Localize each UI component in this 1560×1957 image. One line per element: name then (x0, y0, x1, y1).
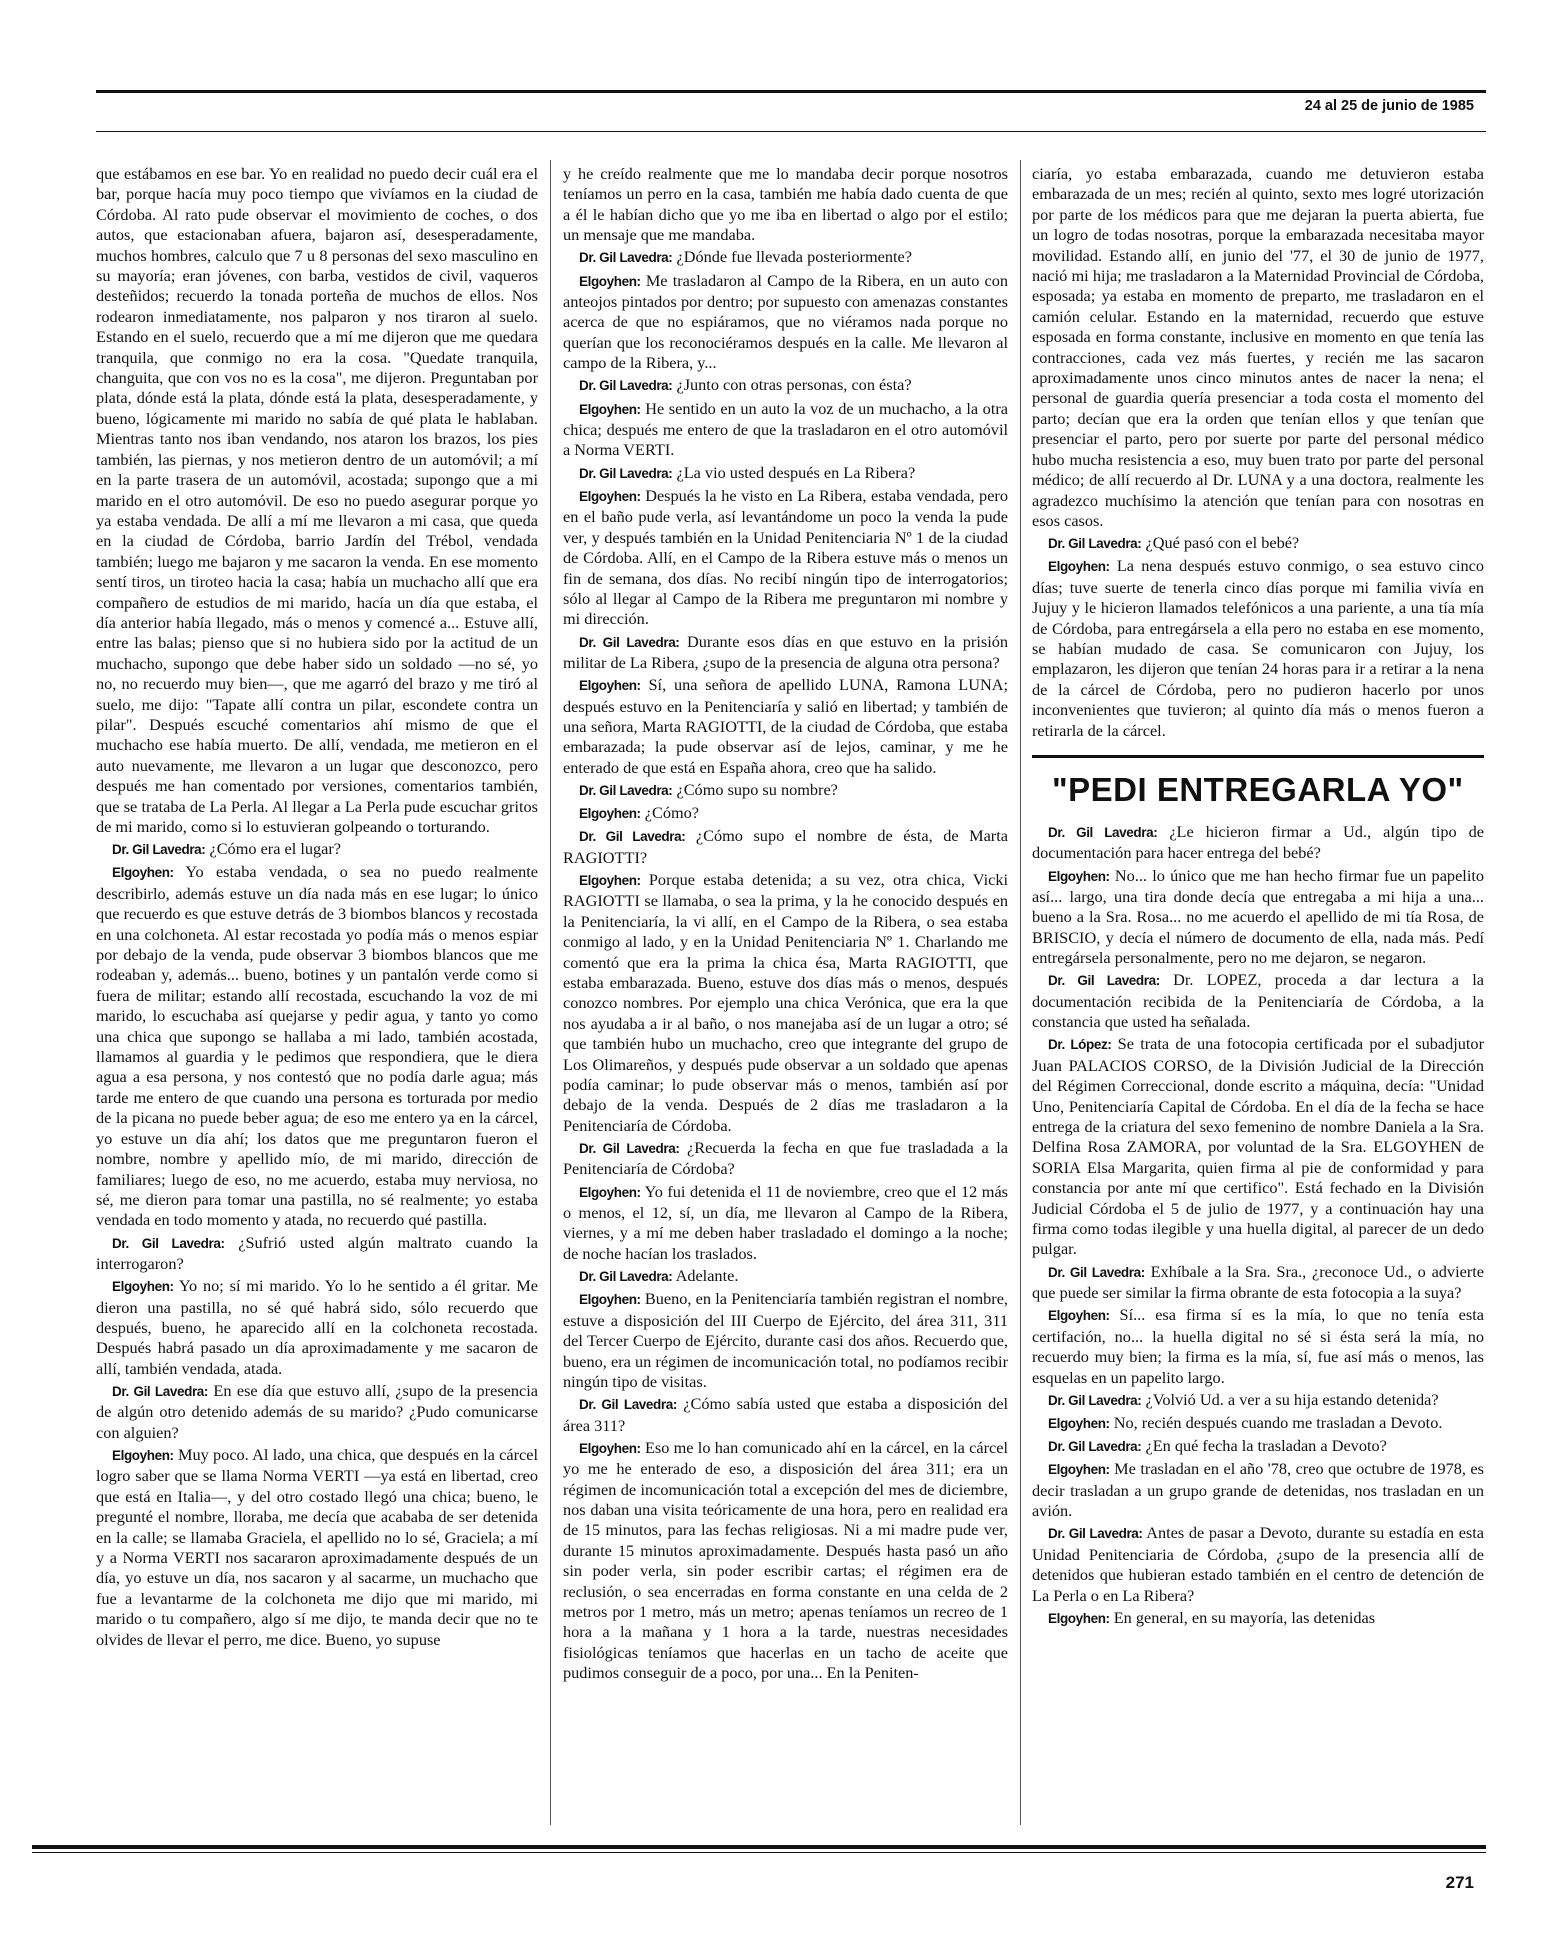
speaker-label: Elgoyhen: (1048, 1415, 1110, 1431)
transcript-text: La nena después estuvo conmigo, o sea estuvo cinco días; tuve suerte de tenerla cinco días porque mi familia vivía en Jujuy y le hicieron llamados telefónicos a una pariente, a una tía mía de Córdoba, para entregársela a ella pero no estaba en ese momento, se habían mudado de casa. Se comunicaron con Jujuy, los emplazaron, les dijeron que tenían 24 horas para ir a retirar a la nena de la cárcel de Córdoba, pero no pudieron hacerlo por unos inconvenientes que tuvieron; al quinto día más o menos fueron a retirarla de la cárcel. (1032, 556, 1484, 740)
transcript-paragraph (1032, 1262, 1484, 1304)
transcript-paragraph (563, 1138, 1008, 1180)
speaker-label: Dr. Gil Lavedra: (579, 782, 673, 798)
transcript-text: No, recién después cuando me trasladan a Devoto. (1113, 1412, 1443, 1432)
transcript-text: Eso me lo han comunicado ahí en la cárcel, en la cárcel yo me he enterado de eso, a disposición del área 311; era un régimen de incomunicación total a excepción del mes de diciembre, nos daban una visita teóricamente de una hora, pero en realidad era de 15 minutos, para las fechas religiosas. Ni a mi madre pude ver, durante 15 minutos aproximadamente. Después hasta pasó un año sin poder verla, sin poder escribir cartas; el régimen era de reclusión, o sea encerradas en forma constante en una celda de 2 metros por 1 metro, más un metro; apenas teníamos un recreo de 1 hora a la mañana y 1 hora a la tarde, nuestras necesidades fisiológicas teníamos que hacerlas en un tacho de aceite que pudimos conseguir de a poco, por una... En la Peniten- (563, 1437, 1008, 1683)
speaker-label: Elgoyhen: (112, 1279, 174, 1295)
transcript-paragraph (1032, 822, 1484, 864)
speaker-label: Elgoyhen: (112, 1447, 174, 1463)
speaker-label: Dr. Gil Lavedra: (1048, 1526, 1143, 1542)
transcript-text: Me trasladan en el año '78, creo que octubre de 1978, es decir trasladan a un grupo grande de detenidas, nos trasladan en un avión. (1032, 1459, 1484, 1521)
speaker-label: Elgoyhen: (579, 1292, 641, 1308)
transcript-paragraph (563, 1266, 1008, 1287)
transcript-paragraph (1032, 1436, 1484, 1457)
transcript-text: Adelante. (675, 1266, 739, 1286)
transcript-text: En ese día que estuvo allí, ¿supo de la presencia de algún otro detenido además de su marido? ¿Pudo comunicarse con alguien? (96, 1380, 538, 1442)
transcript-text: Durante esos días en que estuvo en la prisión militar de La Ribera, ¿supo de la presencia de alguna otra persona? (563, 631, 1008, 672)
transcript-paragraph (563, 375, 1008, 396)
speaker-label: Elgoyhen: (1048, 1308, 1110, 1324)
speaker-label: Dr. Gil Lavedra: (579, 378, 673, 394)
speaker-label: Dr. Gil Lavedra: (112, 842, 206, 858)
column-1 (96, 164, 538, 1826)
transcript-text: ¿Sufrió usted algún maltrato cuando la interrogaron? (96, 1232, 538, 1273)
transcript-text: ¿Cómo supo su nombre? (676, 779, 838, 799)
speaker-label: Dr. López: (1048, 1037, 1112, 1053)
transcript-paragraph (1032, 866, 1484, 969)
section-headline-box (1032, 755, 1484, 810)
speaker-label: Elgoyhen: (579, 273, 641, 289)
top-rule (96, 90, 1486, 93)
transcript-text: ¿Le hicieron firmar a Ud., algún tipo de documentación para hacer entrega del bebé? (1032, 821, 1485, 863)
transcript-text: En general, en su mayoría, las detenidas (1113, 1607, 1376, 1627)
transcript-text: Muy poco. Al lado, una chica, que después en la cárcel logro saber que se llama Norma VERTI —ya está en libertad, creo que está en Italia—, y del otro costado llegó una chica; bueno, le pregunté el nombre, lloraba, me decía que acababa de ser detenida en la calle; se llamaba Graciela, el apellido no lo sé, Graciela; a mí y a Norma VERTI nos sacararon aproximadamente después de un día, yo estuve un día, nos sacaron y al sacarme, un muchacho que fue a levantarme de la colchoneta me dijo que mi marido, mi marido o tu compañero, algo sí me dijo, te manda decir que no te olvides de llevar el perro, me dice. Bueno, yo supuse (96, 1444, 538, 1649)
speaker-label: Elgoyhen: (1048, 1462, 1110, 1478)
speaker-label: Dr. Gil Lavedra: (579, 634, 680, 650)
speaker-label: Dr. Gil Lavedra: (1048, 973, 1160, 989)
transcript-text: Yo fui detenida el 11 de noviembre, creo que el 12 más o menos, el 12, sí, un día, me llevaron al Campo de la Ribera, viernes, y a mí me deben haber trasladado el domingo a la noche; de noche hacían los traslados. (563, 1181, 1009, 1263)
speaker-label: Elgoyhen: (1048, 1610, 1110, 1626)
transcript-paragraph (1032, 1523, 1484, 1606)
transcript-paragraph (563, 271, 1008, 374)
transcript-paragraph (563, 826, 1008, 868)
transcript-text: ciaría, yo estaba embarazada, cuando me detuvieron estaba embarazada de un mes; recién al quinto, sexto mes logré utorización por parte de los médicos para que me dejaran la puerta abierta, fue un logro de todas nosotras, porque la embarazada necesitaba mayor movilidad. Estando allí, en junio del '77, el 30 de junio de 1977, nació mi hija; me trasladaron a la Maternidad Provincial de Córdoba, esposada; ya estaba en momento de preparto, me trasladaron en el camión celular. Estando en la maternidad, recuerdo que estuve esposada en forma constante, inclusive en momento en que tenía las contracciones, cada vez más fuertes, y recién me las sacaron aproximadamente unos cinco minutos antes de nacer la nena; el personal de guardia quería presenciar a toda costa el momento del parto; decían que era la orden que tenían ellos y que tenían que presenciar el parto, pero por suerte por parte del personal médico hubo mucha resistencia a eso, muy buen trato por parte del personal médico; de allí recuerdo al Dr. LUNA y a una doctora, realmente les agradezco muchísimo la atención que tenían para con nosotras en esos casos. (1032, 164, 1484, 530)
transcript-text: Yo estaba vendada, o sea no puedo realmente describirlo, además estuve un día nada más en ese lugar; lo único que recuerdo es que estuve detrás de 3 biombos blancos y recostada en una colchoneta. Al estar recostada yo podía más o menos espiar por debajo de la venda, pude observar 3 biombos blancos que me rodeaban y, además... bueno, botines y un pantalón verde como si fuera de militar; estando allí recostada, escuchando la voz de mi marido, lo escuchaba así quejarse y pedir agua, y tanto yo como una chica que supongo se hallaba a mi lado, también acostada, llamamos al guardia y le pedimos que respondiera, que le diera agua a esa persona, y nos contestó que no podía darle agua; más tarde me entero de que cuando una persona es torturada por medio de la picana no puede beber agua; de eso me entero ya en la cárcel, yo estuve un día ahí; los datos que me preguntaron fueron el nombre, nombre y apellido mío, de mi marido, dirección de familiares; luego de eso, no me acuerdo, estaba muy nerviosa, no sé, me dieron para tomar una pastilla, no sé realmente; yo estaba vendada en todo momento y atada, no recuerdo qué pastilla. (96, 862, 539, 1230)
transcript-paragraph (563, 803, 1008, 824)
speaker-label: Dr. Gil Lavedra: (112, 1383, 208, 1399)
speaker-label: Elgoyhen: (579, 401, 641, 417)
speaker-label: Dr. Gil Lavedra: (579, 1141, 680, 1157)
transcript-text: ¿Recuerda la fecha en que fue trasladada a la Penitenciaría de Córdoba? (563, 1138, 1008, 1179)
transcript-paragraph (563, 463, 1008, 484)
speaker-label: Dr. Gil Lavedra: (1048, 536, 1142, 552)
transcript-paragraph (96, 839, 538, 860)
bottom-rule-thin (32, 1852, 1486, 1853)
transcript-paragraph (1032, 970, 1484, 1032)
speaker-label: Elgoyhen: (579, 806, 641, 822)
column-3 (1032, 164, 1484, 1826)
transcript-paragraph (1032, 556, 1484, 741)
transcript-paragraph (96, 1381, 538, 1443)
transcript-paragraph (563, 486, 1008, 630)
transcript-paragraph (563, 870, 1008, 1136)
transcript-paragraph (563, 780, 1008, 801)
transcript-paragraph (1032, 1305, 1484, 1388)
transcript-paragraph (1032, 1413, 1484, 1434)
transcript-paragraph (1032, 164, 1484, 531)
transcript-text: Porque estaba detenida; a su vez, otra chica, Vicki RAGIOTTI se llamaba, o sea la prima, y la he conocido después en la Penitenciaría, la vi allí, en el Campo de la Ribera, o sea estaba conmigo al lado, y en la Unidad Penitenciaria Nº 1. Charlando me comentó que era la prima la chica ésa, Marta RAGIOTTI, que estaba embarazada. Bueno, estuve dos días más o menos, después conozco nombres. Por ejemplo una chica Verónica, que era la que nos ayudaba a ir al baño, o nos manejaba así de un lugar a otro; sé que también hubo un muchacho, creo que integrante del grupo de Los Olimareños, y después pude observar a un soldado que apenas podía caminar; lo pude observar más o menos, también así por debajo de la venda. Después de 2 días me trasladaron a la Penitenciaría de Córdoba. (563, 869, 1009, 1135)
speaker-label: Elgoyhen: (1048, 559, 1110, 575)
transcript-paragraph (563, 632, 1008, 674)
page-date: 24 al 25 de junio de 1985 (1304, 98, 1474, 114)
transcript-paragraph (563, 247, 1008, 268)
speaker-label: Dr. Gil Lavedra: (579, 465, 673, 481)
transcript-text: Sí, una señora de apellido LUNA, Ramona LUNA; después estuvo en la Penitenciaría y salió en libertad; y también de una señora, Marta RAGIOTTI, de la ciudad de Córdoba, que estaba embarazada; la pude observar así de lejos, caminar, y me he enterado de que está en España ahora, creo que ha salido. (563, 675, 1008, 777)
transcript-paragraph (1032, 1459, 1484, 1521)
speaker-label: Elgoyhen: (579, 488, 641, 504)
speaker-label: Elgoyhen: (1048, 868, 1110, 884)
transcript-text: ¿Dónde fue llevada posteriormente? (676, 247, 912, 267)
transcript-text: Me trasladaron al Campo de la Ribera, en un auto con anteojos pintados por dentro; por supuesto con amenazas constantes acerca de que no espiáramos, que no viéramos nada porque no querían que los reconociéramos después en la calle. Me llevaron al campo de la Ribera, y... (563, 270, 1008, 373)
top-rule-thin (96, 131, 1486, 132)
transcript-paragraph (563, 675, 1008, 778)
transcript-text: No... lo único que me han hecho firmar fue un papelito así... largo, una tira donde decía que entregaba a mi hija a una... bueno a la Sra. Rosa... no me acuerdo el apellido de mi tía Rosa, de BRISCIO, y decía el número de documento de ella, nada más. Pedí entregársela personalmente, pero no me dejaron, se negaron. (1032, 865, 1485, 968)
transcript-paragraph (1032, 1608, 1484, 1629)
speaker-label: Dr. Gil Lavedra: (1048, 1392, 1142, 1408)
speaker-label: Dr. Gil Lavedra: (579, 250, 673, 266)
transcript-text: ¿La vio usted después en La Ribera? (676, 462, 916, 482)
transcript-text: y he creído realmente que me lo mandaba decir porque nosotros teníamos un perro en la casa, también me había dado cuenta de que a él le habían dicho que yo me iba en libertad o algo por el estilo; un mensaje que me mandaba. (563, 164, 1008, 245)
transcript-text: ¿Volvió Ud. a ver a su hija estando detenida? (1145, 1389, 1439, 1409)
transcript-text: ¿Cómo sabía usted que estaba a disposición del área 311? (563, 1394, 1008, 1435)
speaker-label: Elgoyhen: (579, 872, 641, 888)
transcript-paragraph (96, 164, 538, 837)
speaker-label: Elgoyhen: (579, 1440, 641, 1456)
transcript-paragraph (563, 1289, 1008, 1392)
transcript-text: que estábamos en ese bar. Yo en realidad no puedo decir cuál era el bar, porque hacía muy poco tiempo que vivíamos en la ciudad de Córdoba. Al rato pude observar el movimiento de coches, o dos autos, que estacionaban afuera, bajaron así, desesperadamente, muchos hombres, calculo que 7 u 8 personas del sexo masculino en su mayoría; eran jóvenes, con barba, vestidos de civil, vaqueros desteñidos; recuerdo la tonada porteña de muchos de ellos. Nos rodearon inmediatamente, nos palparon y nos tiraron al suelo. Estando en el suelo, recuerdo que a mí me dijeron que me quedara tranquila, que conmigo no era la cosa. "Quedate tranquila, changuita, que con vos no es la cosa", me dijeron. Preguntaban por plata, dónde está la plata, dónde está la plata, desesperadamente, y bueno, lógicamente mi marido no sabía de qué plata le hablaban. Mientras tanto nos iban vendando, nos ataron los brazos, los pies también, las piernas, y nos metieron dentro de un automóvil; a mí en la parte trasera de un automóvil, acostada; supongo que a mi marido en el otro automóvil. De eso no puedo asegurar porque yo ya estaba vendada. De allí a mí me llevaron a mi casa, que queda en la ciudad de Córdoba, barrio Jardín del Trébol, vendada también; luego me bajaron y me sacaron la venda. En ese momento sentí tiros, un tiroteo hacia la casa; había un muchacho allí que era compañero de estudios de mi marido, hacía un día que estaba, el día anterior había llegado, más o menos y comencé a... Estuve allí, entre las balas; pienso que si no hubiera sido por la actitud de un muchacho, supongo que debe haber sido un soldado —no sé, yo no, no recuerdo muy bien—, que me agarró del brazo y me tiró al suelo, me dijo: "Tapate allí contra un pilar, escondete contra un pilar". Después escuché comentarios ahí mismo de que el muchacho ese había muerto. De allí, vendada, me metieron en el auto nuevamente, me llevaron a un lugar que desconozco, pero después me han comentado por versiones, comentarios también, que se trataba de La Perla. Al llegar a La Perla pude escuchar gritos de mi marido, como si lo estuvieran golpeando o torturando. (96, 164, 538, 836)
transcript-paragraph (96, 1233, 538, 1275)
speaker-label: Elgoyhen: (579, 1184, 641, 1200)
transcript-text: Después la he visto en La Ribera, estaba vendada, pero en el baño pude verla, así levantándome un poco la venda la pude ver, y después también en la Unidad Penitenciaria Nº 1 de la ciudad de Córdoba. Allí, en el Campo de la Ribera estuve más o menos un fin de semana, dos días. No recibí ningún tipo de interrogatorios; sólo al llegar al Campo de la Ribera me preguntaron mi nombre y mi dirección. (563, 485, 1008, 629)
transcript-text: ¿Cómo? (644, 803, 699, 823)
transcript-paragraph (563, 1394, 1008, 1436)
speaker-label: Dr. Gil Lavedra: (579, 1397, 677, 1413)
transcript-text: Se trata de una fotocopia certificada por el subadjutor Juan PALACIOS CORSO, de la División Judicial de la Dirección del Régimen Correccional, donde escrito a máquina, decía: "Unidad Uno, Penitenciaría Capital de Córdoba. En el día de la fecha se hace entrega de la criatura del sexo femenino de nombre Daniela a la Sra. Delfina Rosa ZAMORA, por voluntad de la Sra. ELGOYHEN de SORIA Elsa Margarita, quien firma al pie de conformidad y para constancia por ante mí que certifico". Está fechado en la División Judicial Córdoba el 5 de julio de 1977, y a continuación hay una firma como todas ilegible y una huella digital, al parecer de un dedo pulgar. (1032, 1034, 1484, 1259)
transcript-paragraph (96, 1276, 538, 1379)
page-number: 271 (1445, 1873, 1474, 1892)
transcript-paragraph (563, 399, 1008, 461)
speaker-label: Elgoyhen: (579, 678, 641, 694)
transcript-text: He sentido en un auto la voz de un muchacho, a la otra chica; después me entero de que la trasladaron en el otro automóvil a Norma VERTI. (563, 398, 1008, 460)
transcript-paragraph (1032, 1034, 1484, 1259)
transcript-paragraph (563, 1182, 1008, 1265)
bottom-rule (32, 1845, 1486, 1849)
speaker-label: Dr. Gil Lavedra: (579, 829, 686, 845)
transcript-text: ¿Qué pasó con el bebé? (1145, 533, 1300, 553)
speaker-label: Dr. Gil Lavedra: (1048, 1264, 1145, 1280)
transcript-text: Bueno, en la Penitenciaría también registran el nombre, estuve a disposición del III Cuerpo de Ejército, del área 311, 311 del Tercer Cuerpo de Ejército, durante casi dos años. Recuerdo que, bueno, era un régimen de incomunicación total, no podíamos recibir ningún tipo de visitas. (563, 1289, 1008, 1391)
column-divider (550, 160, 551, 1825)
transcript-paragraph (1032, 1390, 1484, 1411)
transcript-paragraph (563, 164, 1008, 246)
transcript-text: Sí... esa firma sí es la mía, lo que no tenía esta certifación, no... la huella digital no sé si ésta será la mía, no recuerdo muy bien; la firma es la mía, sí, fue así más o menos, las esquelas en un papelito largo. (1032, 1305, 1484, 1387)
speaker-label: Dr. Gil Lavedra: (112, 1235, 225, 1251)
speaker-label: Dr. Gil Lavedra: (1048, 824, 1158, 840)
section-headline: "PEDI ENTREGARLA YO" (1052, 770, 1464, 808)
transcript-text: Antes de pasar a Devoto, durante su estadía en esta Unidad Penitenciaria de Córdoba, ¿supo de la presencia allí de detenidos que hubieran estado también en el centro de detención de La Perla o en La Ribera? (1032, 1523, 1485, 1605)
transcript-paragraph (1032, 533, 1484, 554)
transcript-text: ¿En qué fecha la trasladan a Devoto? (1145, 1436, 1387, 1456)
transcript-text: Yo no; sí mi marido. Yo lo he sentido a él gritar. Me dieron una pastilla, no sé qué habrá sido, sólo recuerdo que después, bueno, he aparecido allí en la colchoneta recostada. Después habrá pasado un día aproximadamente y me sacaron de allí, también vendada, atada. (96, 1276, 538, 1378)
transcript-paragraph (563, 1438, 1008, 1684)
transcript-text: ¿Cómo supo el nombre de ésta, de Marta RAGIOTTI? (563, 826, 1008, 867)
column-divider (1020, 160, 1021, 1825)
speaker-label: Elgoyhen: (112, 865, 174, 881)
transcript-text: ¿Cómo era el lugar? (209, 839, 342, 859)
speaker-label: Dr. Gil Lavedra: (579, 1269, 673, 1285)
transcript-text: Dr. LOPEZ, proceda a dar lectura a la documentación recibida de la Penitenciaría de Córdoba, a la constancia que usted ha señalada. (1032, 970, 1484, 1032)
transcript-text: Exhíbale a la Sra. Sra., ¿reconoce Ud., o advierte que puede ser similar la firma obrante de esta fotocopia a la suya? (1032, 1261, 1484, 1303)
transcript-paragraph (96, 1445, 538, 1650)
speaker-label: Dr. Gil Lavedra: (1048, 1439, 1142, 1455)
column-2 (563, 164, 1008, 1826)
transcript-text: ¿Junto con otras personas, con ésta? (676, 375, 912, 395)
transcript-paragraph (96, 862, 538, 1230)
